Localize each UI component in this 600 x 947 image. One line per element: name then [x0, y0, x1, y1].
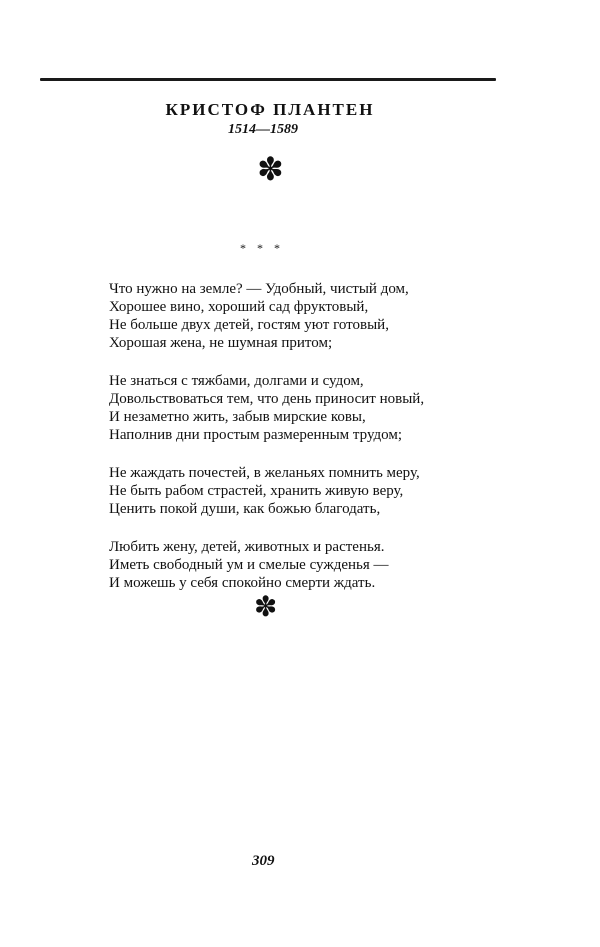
poem-body: [109, 280, 489, 612]
poem-line: Что нужно на земле? — Удобный, чистый дом,: [109, 281, 409, 297]
stanza: [109, 280, 489, 352]
poem-line: Довольствоваться тем, что день приносит новый,: [109, 391, 425, 407]
header-rule: [40, 78, 496, 81]
stanza: [109, 464, 489, 518]
asterisk-flower-icon: ✽: [257, 150, 284, 188]
stanza: [109, 372, 489, 444]
poem-line: Наполнив дни простым размеренным трудом;: [109, 427, 403, 443]
author-name: КРИСТОФ ПЛАНТЕН: [165, 100, 375, 119]
poem-line: Не больше двух детей, гостям уют готовый,: [109, 317, 389, 333]
stanza: [109, 538, 489, 592]
author-years: 1514—1589: [228, 122, 298, 137]
poem-line: Не быть рабом страстей, хранить живую веру,: [109, 483, 404, 499]
poem-line: И незаметно жить, забыв мирские ковы,: [109, 409, 366, 425]
poem-line: И можешь у себя спокойно смерти ждать.: [109, 575, 376, 591]
poem-line: Не знаться с тяжбами, долгами и судом,: [109, 373, 364, 389]
poem-line: Любить жену, детей, животных и растенья.: [109, 539, 385, 555]
asterisk-flower-icon: ✽: [254, 590, 278, 623]
poem-line: Ценить покой души, как божью благодать,: [109, 501, 381, 517]
poem-line: Хорошее вино, хороший сад фруктовый,: [109, 299, 369, 315]
page-number: 309: [252, 853, 275, 869]
poem-separator: * * *: [240, 241, 284, 255]
poem-line: Иметь свободный ум и смелые сужденья —: [109, 557, 389, 573]
poem-line: Хорошая жена, не шумная притом;: [109, 335, 333, 351]
poem-line: Не жаждать почестей, в желаньях помнить меру,: [109, 465, 420, 481]
